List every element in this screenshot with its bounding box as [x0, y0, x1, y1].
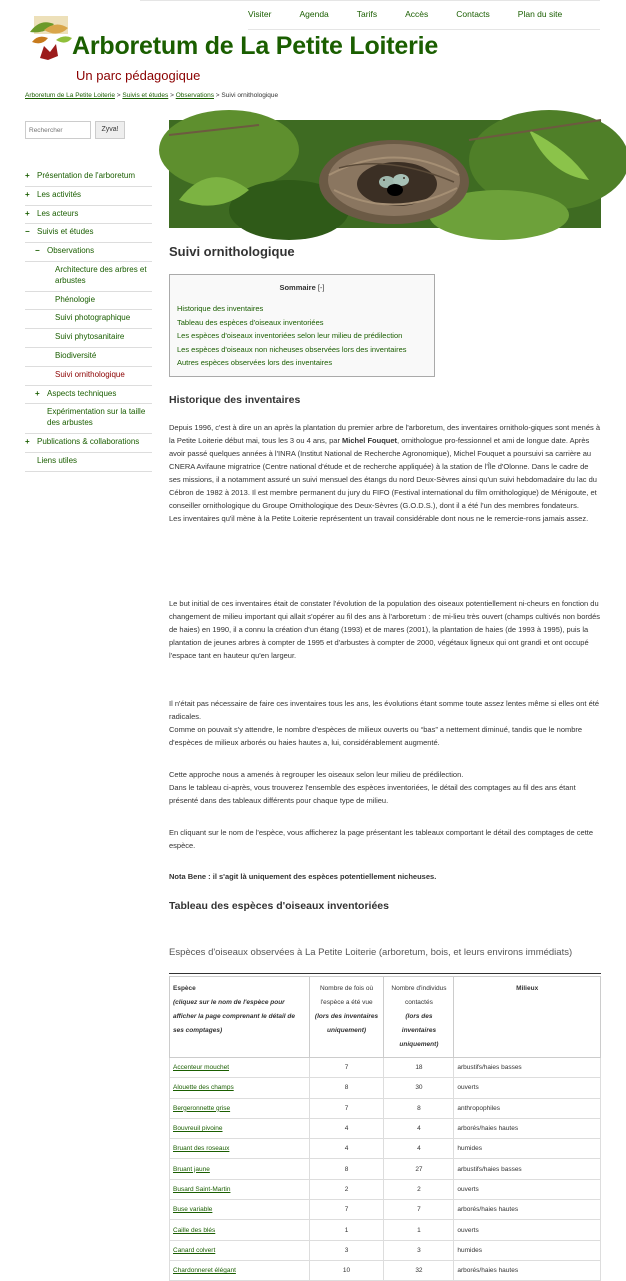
species-name-link[interactable]: Buse variable — [173, 1206, 213, 1214]
header-sub: (lors des inventaires uniquement) — [314, 1013, 379, 1034]
sidebar-item-activites[interactable] — [25, 187, 152, 206]
species-cell — [170, 1260, 310, 1280]
header-main: Espèce — [173, 985, 196, 992]
breadcrumb-current: Suivi ornithologique — [221, 92, 279, 99]
species-cell — [170, 1098, 310, 1118]
nav-acces[interactable]: Accès — [405, 9, 429, 19]
table-of-contents — [169, 274, 435, 377]
sidebar-item-liens-utiles[interactable]: Liens utiles — [25, 453, 152, 472]
breadcrumb — [25, 92, 278, 99]
species-name-link[interactable]: Bruant des roseaux — [173, 1145, 230, 1153]
top-navigation — [248, 9, 562, 19]
sidebar-item-experimentation[interactable]: Expérimentation sur la taille des arbustes — [25, 404, 152, 434]
individuals-cell: 8 — [384, 1098, 454, 1118]
sidebar-item-phenologie[interactable]: Phénologie — [25, 292, 152, 311]
habitat-cell: arborés/haies hautes — [454, 1260, 601, 1280]
nav-divider — [248, 29, 600, 30]
sidebar-item-publications[interactable] — [25, 434, 152, 453]
paragraph-text: Depuis 1996, c'est à dire un an après la plantation du premier arbre de l'arboretum, des inventaires ornitholo-giques sont menés à la Petite Loiterie début mai, tous les 3 ou 4 ans, par — [169, 423, 601, 445]
species-table-body — [170, 1058, 601, 1281]
header-main: Nombre d'individus contactés — [391, 985, 447, 1006]
breadcrumb-home[interactable]: Arboretum de La Petite Loiterie — [25, 92, 115, 99]
header-main: Milieux — [516, 985, 539, 992]
habitat-cell: humides — [454, 1139, 601, 1159]
table-row — [170, 1078, 601, 1098]
individuals-cell: 18 — [384, 1058, 454, 1078]
section-heading-historique: Historique des inventaires — [169, 394, 301, 406]
paragraph-goal: Le but initial de ces inventaires était de constater l'évolution de la population des oiseaux potentiellement ni-cheurs en fonction du changement de milieu important qui allait s'opérer au fil des ans à l'arboretum : de mi-lieu très ouvert (champs cultivés non bordés de haies) en 1990, il a connu la création d'un étang (1993) et de mares (2001), la plantation de haies (de 1993 à 1995), puis la plantation de jeunes arbres à compter de 1995 et d'arbustes à compter de 2000, végétaux ligneux qui ont grandi et ont occupé l'espace tant en hauteur qu'en largeur. — [169, 599, 600, 660]
habitat-cell: arborés/haies hautes — [454, 1118, 601, 1138]
table-row — [170, 1058, 601, 1078]
species-name-link[interactable]: Alouette des champs — [173, 1084, 234, 1092]
individuals-cell: 27 — [384, 1159, 454, 1179]
search-input[interactable] — [25, 121, 91, 139]
sidebar-item-acteurs[interactable] — [25, 206, 152, 225]
sidebar-menu — [25, 168, 152, 472]
paragraph-text: Comme on pouvait s'y attendre, le nombre d'espèces de milieux ouverts ou “bas” a nettement diminué, tandis que le nombre d'espèces de milieux arborés ou haies hautes a, lui, considérablement augmenté. — [169, 725, 583, 747]
table-row — [170, 1200, 601, 1220]
paragraph-text: Il n'était pas nécessaire de faire ces inventaires tous les ans, les évolutions étant somme toute assez lentes même si elles ont été radicales. — [169, 699, 599, 721]
paragraph-text: Dans le tableau ci-après, vous trouverez l'ensemble des espèces inventoriées, le détail des comptages au fil des ans étant présenté dans des tableaux différents pour chaque type de milieu. — [169, 783, 576, 805]
sidebar-item-suivi-phyto[interactable]: Suivi phytosanitaire — [25, 329, 152, 348]
breadcrumb-observations[interactable]: Observations — [175, 92, 214, 99]
species-name-link[interactable]: Chardonneret élégant — [173, 1267, 236, 1275]
expand-icon[interactable]: + — [25, 189, 30, 199]
table-row — [170, 1240, 601, 1260]
paragraph-text: Cette approche nous a amenés à regrouper les oiseaux selon leur milieu de prédilection. — [169, 770, 464, 779]
table-row — [170, 1098, 601, 1118]
breadcrumb-separator: > — [168, 92, 176, 99]
header-milieux — [454, 977, 601, 1058]
table-row — [170, 1260, 601, 1280]
nota-bene: Nota Bene : il s'agit là uniquement des espèces potentiellement nicheuses. — [169, 872, 437, 881]
habitat-cell: ouverts — [454, 1220, 601, 1240]
sidebar-item-label[interactable]: Publications & collaborations — [37, 436, 140, 446]
nav-plan-du-site[interactable]: Plan du site — [517, 9, 563, 19]
times-seen-cell: 8 — [309, 1159, 384, 1179]
toc-toggle[interactable]: [-] — [317, 283, 325, 292]
expand-icon[interactable]: + — [25, 436, 30, 446]
sidebar-item-label[interactable]: Les activités — [37, 189, 82, 199]
sidebar-item-label[interactable]: Aspects techniques — [47, 388, 117, 398]
paragraph-frequency — [169, 697, 601, 749]
species-cell — [170, 1240, 310, 1260]
toc-link[interactable]: Tableau des espèces d'oiseaux inventoriées — [177, 317, 324, 327]
times-seen-cell: 10 — [309, 1260, 384, 1280]
individuals-cell: 32 — [384, 1260, 454, 1280]
habitat-cell: arbustifs/haies basses — [454, 1159, 601, 1179]
species-name-link[interactable]: Canard colvert — [173, 1246, 216, 1254]
page-title: Suivi ornithologique — [169, 244, 295, 259]
species-cell — [170, 1179, 310, 1199]
toc-link[interactable]: Autres espèces observées lors des inventaires — [177, 358, 333, 367]
individuals-cell: 2 — [384, 1179, 454, 1199]
species-cell — [170, 1118, 310, 1138]
sidebar-item-presentation[interactable] — [25, 168, 152, 187]
species-name-link[interactable]: Caille des blés — [173, 1226, 216, 1234]
sidebar-item-label[interactable]: Observations — [47, 246, 95, 256]
habitat-cell: humides — [454, 1240, 601, 1260]
site-title[interactable]: Arboretum de La Petite Loiterie — [72, 32, 439, 60]
paragraph-text: , ornithologue pro-fessionnel et ami de longue date. Après avoir passé quelques années à l'INRA (Institut National de Recherche Agronomique), Michel Fouquet a poursuivi sa carrière au CNERA Avifaune migratrice (Centre national d'étude et de recherche appliquée) à la station de l'Île d'Olonne. Dans le cadre de ses missions, il a notamment assuré un suivi mensuel des étangs du nord Deux-Sèvres ainsi qu'un suivi hebdomadaire du lac du Cébron de 1982 à 2013. Il est membre permanent du jury du FIFO (Festival international du film ornithologique) de Ménigoute, et conseiller ornithologique du Groupe Ornithologique des Deux-Sèvres (G.O.D.S.), dont il a été l'un des membres fondateurs. — [169, 436, 597, 510]
habitat-cell: anthropophiles — [454, 1098, 601, 1118]
times-seen-cell: 7 — [309, 1200, 384, 1220]
times-seen-cell: 7 — [309, 1098, 384, 1118]
sidebar-item-observations[interactable] — [25, 243, 152, 262]
sidebar-item-label[interactable]: Les acteurs — [37, 208, 79, 218]
collapse-icon[interactable]: − — [35, 246, 40, 256]
breadcrumb-separator: > — [114, 92, 123, 99]
nav-contacts[interactable]: Contacts — [456, 9, 490, 19]
times-seen-cell: 2 — [309, 1179, 384, 1199]
table-row — [170, 1220, 601, 1240]
sidebar-item-biodiversite[interactable]: Biodiversité — [25, 348, 152, 367]
arboretum-logo-icon[interactable] — [26, 12, 78, 62]
table-row — [170, 1139, 601, 1159]
species-name-link[interactable]: Accenteur mouchet — [173, 1064, 230, 1072]
breadcrumb-separator: > — [214, 92, 222, 99]
header-sub: (cliquez sur le nom de l'espèce pour afficher la page comprenant le détail de ses comptages) — [173, 999, 295, 1034]
toc-link[interactable]: Les espèces d'oiseaux inventoriées selon leur milieu de prédilection — [177, 331, 403, 340]
species-cell — [170, 1078, 310, 1098]
habitat-cell: ouverts — [454, 1179, 601, 1199]
times-seen-cell: 7 — [309, 1058, 384, 1078]
species-name-link[interactable]: Bouvreuil pivoine — [173, 1125, 223, 1133]
table-header-row — [170, 977, 601, 1058]
individuals-cell: 4 — [384, 1118, 454, 1138]
species-name-link[interactable]: Bruant jaune — [173, 1165, 210, 1173]
times-seen-cell: 3 — [309, 1240, 384, 1260]
header-sub: (lors des inventaires uniquement) — [399, 1013, 439, 1048]
paragraph-click-info: En cliquant sur le nom de l'espèce, vous afficherez la page présentant les tableaux comportant le détail des comptages de cette espèce. — [169, 828, 594, 850]
table-row — [170, 1118, 601, 1138]
table-row — [170, 1179, 601, 1199]
toc-title — [177, 283, 427, 292]
species-cell — [170, 1159, 310, 1179]
times-seen-cell: 4 — [309, 1118, 384, 1138]
nav-tarifs[interactable]: Tarifs — [356, 9, 378, 19]
habitat-cell: arborés/haies hautes — [454, 1200, 601, 1220]
header-nombre-individus — [384, 977, 454, 1058]
caption-divider — [169, 973, 601, 974]
site-subtitle: Un parc pédagogique — [76, 68, 201, 83]
top-border — [140, 0, 600, 1]
expand-icon[interactable]: + — [25, 208, 30, 218]
nav-agenda[interactable]: Agenda — [299, 9, 329, 19]
times-seen-cell: 4 — [309, 1139, 384, 1159]
individuals-cell: 1 — [384, 1220, 454, 1240]
header-nombre-fois — [309, 977, 384, 1058]
nest-photo-image — [169, 120, 601, 228]
species-name-link[interactable]: Bergeronnette grise — [173, 1104, 231, 1112]
header-espece — [170, 977, 310, 1058]
toc-title-text: Sommaire — [279, 283, 316, 292]
species-table — [169, 976, 601, 1281]
sidebar-item-label[interactable]: Présentation de l'arboretum — [37, 171, 136, 180]
times-seen-cell: 8 — [309, 1078, 384, 1098]
individuals-cell: 3 — [384, 1240, 454, 1260]
sidebar-item-suivi-ornitho[interactable]: Suivi ornithologique — [25, 367, 152, 386]
toc-link[interactable]: Les espèces d'oiseaux non nicheuses observées lors des inventaires — [177, 344, 407, 354]
expand-icon[interactable]: + — [35, 388, 40, 398]
species-name-link[interactable]: Busard Saint-Martin — [173, 1185, 231, 1193]
habitat-cell: arbustifs/haies basses — [454, 1058, 601, 1078]
sidebar-item-architecture[interactable]: Architecture des arbres et arbustes — [25, 262, 152, 292]
ornithologist-name: Michel Fouquet — [342, 436, 398, 445]
times-seen-cell: 1 — [309, 1220, 384, 1240]
toc-link[interactable]: Historique des inventaires — [177, 304, 264, 313]
individuals-cell: 30 — [384, 1078, 454, 1098]
expand-icon[interactable]: + — [25, 171, 30, 180]
habitat-cell: ouverts — [454, 1078, 601, 1098]
collapse-icon[interactable]: − — [25, 227, 30, 237]
search-button[interactable]: Zyva! — [95, 121, 125, 139]
sidebar-item-suivi-photo[interactable]: Suivi photographique — [25, 310, 152, 329]
species-cell — [170, 1200, 310, 1220]
sidebar-item-suivis[interactable] — [25, 224, 152, 243]
individuals-cell: 4 — [384, 1139, 454, 1159]
individuals-cell: 7 — [384, 1200, 454, 1220]
paragraph-approach — [169, 768, 601, 807]
breadcrumb-suivis[interactable]: Suivis et études — [122, 92, 169, 99]
species-cell — [170, 1139, 310, 1159]
section-heading-tableau: Tableau des espèces d'oiseaux inventoriées — [169, 900, 389, 912]
header-main: Nombre de fois où l'espèce a été vue — [319, 985, 374, 1006]
sidebar-item-aspects-techniques[interactable] — [25, 386, 152, 405]
species-cell — [170, 1058, 310, 1078]
species-cell — [170, 1220, 310, 1240]
sidebar-item-label[interactable]: Suivis et études — [37, 227, 94, 237]
paragraph-text: Les inventaires qu'il mène à la Petite Loiterie représentent un travail considérable dont nous ne le remercie-rons jamais assez. — [169, 514, 589, 523]
table-caption: Espèces d'oiseaux observées à La Petite Loiterie (arboretum, bois, et leurs environs immédiats) — [169, 947, 573, 958]
paragraph-intro — [169, 421, 601, 525]
nav-visiter[interactable]: Visiter — [248, 9, 272, 19]
table-row — [170, 1159, 601, 1179]
